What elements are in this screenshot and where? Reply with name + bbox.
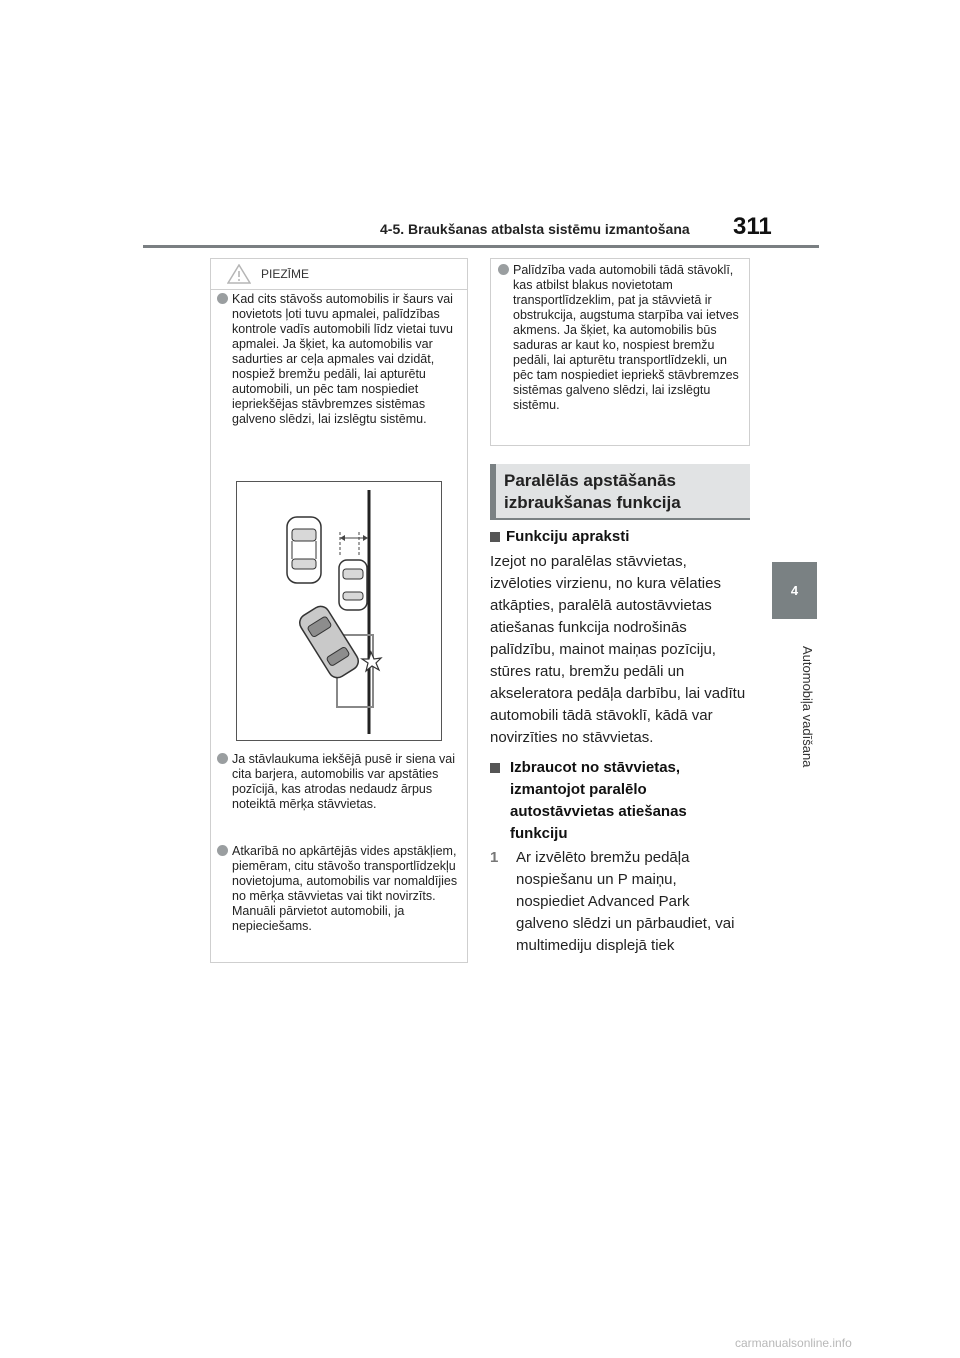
note-item [214, 844, 460, 934]
subheading-exit-parking [490, 757, 740, 845]
subheading-function-description [490, 526, 752, 548]
chapter-tab: 4 [772, 562, 817, 619]
parking-illustration [236, 481, 442, 741]
chapter-side-label: Automobiļa vadīšana [800, 646, 815, 768]
body-paragraph: Izejot no paralēlas stāvvietas, izvēloties virzienu, no kura vēlaties atkāpties, paralēlā autostāvvietas atiešanas funkcija nodrošinās palīdzību, mainot maiņas pozīciju, stūres ratu, bremžu pedāli un akseleratora pedāļa darbību, lai vadītu automobili tādā stāvoklī, kādā var novirzīties no stāvvietas. [490, 553, 746, 746]
header-rule [143, 245, 819, 248]
note-item-text: Ja stāvlaukuma iekšējā pusē ir siena vai cita barjera, automobilis var apstāties pozīcijā, kas atrodas nedaudz ārpus noteiktā mērķa stāvvietas. [232, 752, 456, 811]
subheading-text: Funkciju apraksti [506, 528, 630, 545]
note-title: PIEZĪME [261, 267, 310, 281]
step-number: 1 [490, 849, 499, 866]
bullet-icon [217, 845, 228, 856]
section-heading-box [490, 464, 750, 520]
note-item-text: Atkarībā no apkārtējās vides apstākļiem, piemēram, citu stāvošo transportlīdzekļu novietojuma, automobilis var nomaldījies no mērķa stāvvietas vai tikt novirzīts. Manuāli pārvietot automobili, ja nepieciešams. [232, 844, 458, 933]
note-item-text: Palīdzība vada automobili tādā stāvoklī, kas atbilst blakus novietotam transportlīdzeklim, pat ja stāvvietā ir obstrukcija, augstuma starpība vai ietves akmens. Ja šķiet, ka automobilis būs saduras ar kaut ko, nospiest bremžu pedāli, lai apturētu transportlīdzekli, un pēc tam nospiediet iepriekš stāvbremzes sistēmas galveno slēdzi, lai izslēgtu sistēmu. [513, 263, 739, 412]
note-item-text: Kad cits stāvošs automobilis ir šaurs vai novietots ļoti tuvu apmalei, palīdzības kontrole vadīs automobili līdz vietai tuvu apmalei. Ja šķiet, ka automobilis var sadurties ar ceļa apmales vai dzidāt, nospiež bremžu pedāli, lai apturētu automobili, un pēc tam nospiediet iepriekšējas stāvbremzes sistēmas galveno slēdzi, lai izslēgtu sistēmu. [232, 292, 453, 426]
watermark: carmanualsonline.info [735, 1336, 852, 1350]
bullet-icon [498, 264, 509, 275]
bullet-icon [217, 753, 228, 764]
page-number: 311 [733, 213, 772, 240]
square-bullet-icon [490, 763, 500, 773]
section-title: Paralēlās apstāšanās izbraukšanas funkcija [504, 471, 681, 512]
note-item [214, 292, 460, 427]
subheading-text: Izbraucot no stāvvietas, izmantojot paralēlo autostāvvietas atiešanas funkciju [510, 759, 687, 842]
header-section-title: 4-5. Braukšanas atbalsta sistēmu izmantošana [380, 221, 690, 237]
note-item [495, 263, 743, 413]
bullet-icon [217, 293, 228, 304]
note-box-continued [490, 258, 750, 446]
section-accent [490, 464, 496, 518]
warning-triangle-icon [227, 264, 251, 284]
parked-car-icon [287, 517, 321, 583]
note-item [214, 752, 460, 812]
note-header [211, 259, 467, 290]
exiting-car-icon [296, 603, 361, 681]
collision-star-icon [362, 652, 381, 671]
parked-car-icon [339, 560, 367, 610]
square-bullet-icon [490, 532, 500, 542]
parking-diagram [237, 482, 441, 740]
step-text: Ar izvēlēto bremžu pedāļa nospiešanu un P maiņu, nospiediet Advanced Park galveno slēdzi un pārbaudiet, vai multimediju displejā tiek [516, 849, 735, 954]
